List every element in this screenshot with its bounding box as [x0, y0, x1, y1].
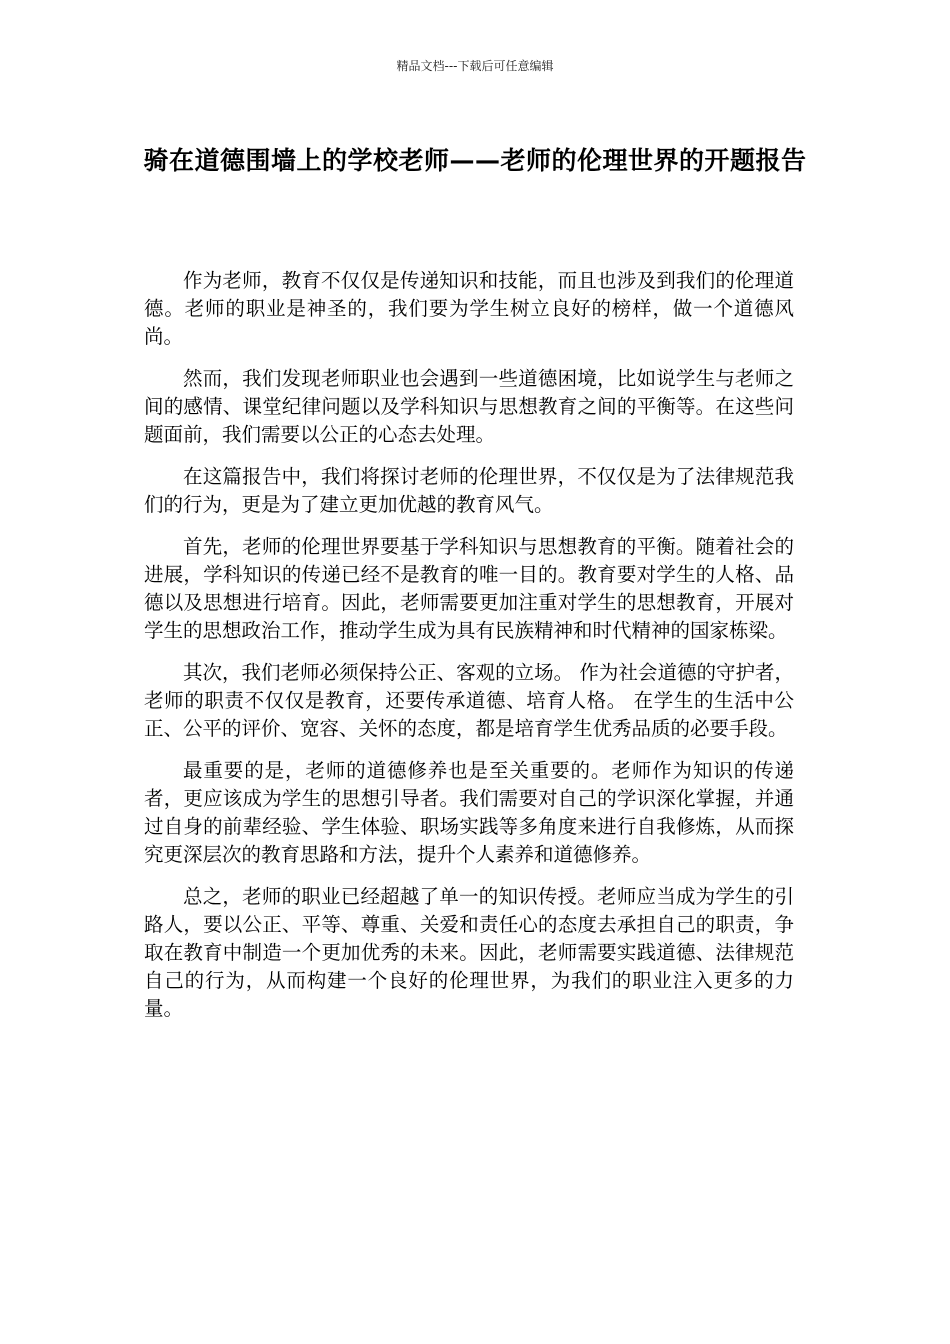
paragraph-5: 其次，我们老师必须保持公正、客观的立场。 作为社会道德的守护者，老师的职责不仅仅是教育，还要传承道德、培育人格。 在学生的生活中公正、公平的评价、宽容、关怀的态度，都是培育学生优秀品质的必要手段。 — [144, 661, 794, 740]
document-title: 骑在道德围墙上的学校老师——老师的伦理世界的开题报告 — [143, 146, 807, 175]
paragraph-2: 然而，我们发现老师职业也会遇到一些道德困境，比如说学生与老师之间的感情、课堂纪律问题以及学科知识与思想教育之间的平衡等。在这些问题面前，我们需要以公正的心态去处理。 — [144, 367, 794, 446]
paragraph-6: 最重要的是，老师的道德修养也是至关重要的。老师作为知识的传递者，更应该成为学生的思想引导者。我们需要对自己的学识深化掌握，并通过自身的前辈经验、学生体验、职场实践等多角度来进行自我修炼，从而探究更深层次的教育思路和方法，提升个人素养和道德修养。 — [144, 759, 794, 866]
paragraph-1: 作为老师，教育不仅仅是传递知识和技能，而且也涉及到我们的伦理道德。老师的职业是神圣的，我们要为学生树立良好的榜样，做一个道德风尚。 — [144, 269, 794, 348]
paragraph-4: 首先，老师的伦理世界要基于学科知识与思想教育的平衡。随着社会的进展，学科知识的传递已经不是教育的唯一目的。教育要对学生的人格、品德以及思想进行培育。因此，老师需要更加注重对学生的思想教育，开展对学生的思想政治工作，推动学生成为具有民族精神和时代精神的国家栋梁。 — [144, 535, 794, 642]
paragraph-3: 在这篇报告中，我们将探讨老师的伦理世界，不仅仅是为了法律规范我们的行为，更是为了建立更加优越的教育风气。 — [144, 465, 794, 516]
document-body — [144, 267, 794, 1037]
header-note: 精品文档---下载后可任意编辑 — [396, 59, 554, 73]
paragraph-7: 总之，老师的职业已经超越了单一的知识传授。老师应当成为学生的引路人，要以公正、平等、尊重、关爱和责任心的态度去承担自己的职责，争取在教育中制造一个更加优秀的未来。因此，老师需要实践道德、法律规范自己的行为，从而构建一个良好的伦理世界，为我们的职业注入更多的力量。 — [144, 885, 794, 1020]
